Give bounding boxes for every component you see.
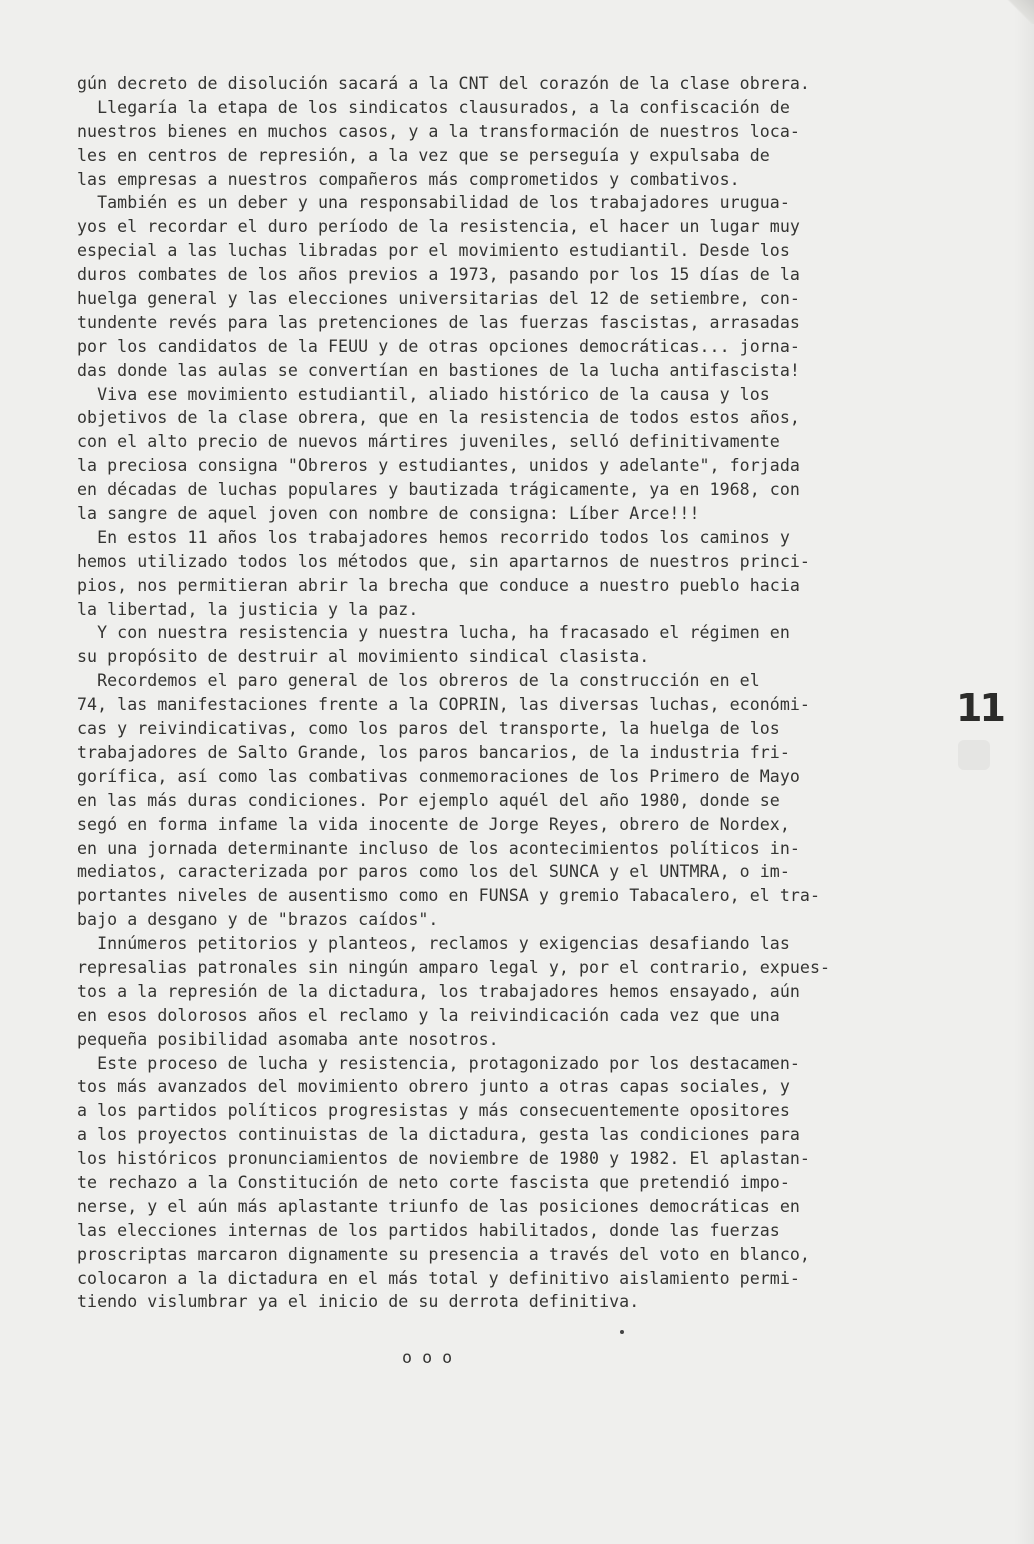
- text-line: en una jornada determinante incluso de los acontecimientos políticos in-: [77, 838, 800, 858]
- text-line: su propósito de destruir al movimiento sindical clasista.: [77, 647, 650, 667]
- text-line: nerse, y el aún más aplastante triunfo de las posiciones democráticas en: [77, 1196, 800, 1216]
- text-line: a los proyectos continuistas de la dictadura, gesta las condiciones para: [77, 1125, 800, 1145]
- text-line: a los partidos políticos progresistas y más consecuentemente opositores: [77, 1101, 790, 1121]
- text-line: portantes niveles de ausentismo como en FUNSA y gremio Tabacalero, el tra-: [77, 886, 820, 906]
- text-line: la libertad, la justicia y la paz.: [77, 599, 419, 619]
- ink-dot: [620, 1330, 624, 1334]
- page-corner: [1004, 0, 1034, 24]
- text-line: Este proceso de lucha y resistencia, protagonizado por los destacamen-: [77, 1053, 800, 1073]
- text-line: represalias patronales sin ningún amparo legal y, por el contrario, expues-: [77, 957, 831, 977]
- text-line: por los candidatos de la FEUU y de otras opciones democráticas... jorna-: [77, 336, 800, 356]
- text-line: duros combates de los años previos a 1973, pasando por los 15 días de la: [77, 265, 800, 285]
- text-line: También es un deber y una responsabilidad de los trabajadores urugua-: [77, 193, 790, 213]
- text-line: les en centros de represión, a la vez que se perseguía y expulsaba de: [77, 145, 770, 165]
- text-line: con el alto precio de nuevos mártires juveniles, selló definitivamente: [77, 432, 780, 452]
- text-line: las empresas a nuestros compañeros más comprometidos y combativos.: [77, 169, 740, 189]
- text-line: especial a las luchas libradas por el movimiento estudiantil. Desde los: [77, 241, 790, 261]
- text-line: Y con nuestra resistencia y nuestra lucha, ha fracasado el régimen en: [77, 623, 790, 643]
- text-line: nuestros bienes en muchos casos, y a la transformación de nuestros loca-: [77, 121, 800, 141]
- text-line: los históricos pronunciamientos de noviembre de 1980 y 1982. El aplastan-: [77, 1149, 810, 1169]
- text-line: las elecciones internas de los partidos habilitados, donde las fuerzas: [77, 1220, 780, 1240]
- text-line: yos el recordar el duro período de la resistencia, el hacer un lugar muy: [77, 217, 800, 237]
- text-line: la sangre de aquel joven con nombre de consigna: Líber Arce!!!: [77, 504, 700, 524]
- text-line: la preciosa consigna "Obreros y estudiantes, unidos y adelante", forjada: [77, 456, 800, 476]
- text-line: En estos 11 años los trabajadores hemos recorrido todos los caminos y: [77, 527, 790, 547]
- page-edge-shadow: [1014, 0, 1034, 1544]
- text-line: pequeña posibilidad asomaba ante nosotros.: [77, 1029, 499, 1049]
- text-line: das donde las aulas se convertían en bastiones de la lucha antifascista!: [77, 360, 800, 380]
- page-number: 11: [956, 686, 1003, 730]
- bleed-through-mark: [958, 740, 990, 770]
- text-line: Recordemos el paro general de los obreros de la construcción en el: [77, 671, 760, 691]
- text-line: Viva ese movimiento estudiantil, aliado histórico de la causa y los: [77, 384, 770, 404]
- text-line: en las más duras condiciones. Por ejemplo aquél del año 1980, donde se: [77, 790, 780, 810]
- text-line: gorífica, así como las combativas conmemoraciones de los Primero de Mayo: [77, 766, 800, 786]
- text-line: Innúmeros petitorios y planteos, reclamos y exigencias desafiando las: [77, 934, 790, 954]
- text-line: bajo a desgano y de "brazos caídos".: [77, 910, 439, 930]
- text-line: objetivos de la clase obrera, que en la resistencia de todos estos años,: [77, 408, 800, 428]
- text-line: mediatos, caracterizada por paros como los del SUNCA y el UNTMRA, o im-: [77, 862, 790, 882]
- text-line: huelga general y las elecciones universitarias del 12 de setiembre, con-: [77, 289, 800, 309]
- text-line: en décadas de luchas populares y bautizada trágicamente, ya en 1968, con: [77, 480, 800, 500]
- text-line: Llegaría la etapa de los sindicatos clausurados, a la confiscación de: [77, 97, 790, 117]
- text-line: tundente revés para las pretenciones de las fuerzas fascistas, arrasadas: [77, 312, 800, 332]
- text-line: cas y reivindicativas, como los paros del transporte, la huelga de los: [77, 719, 780, 739]
- text-line: gún decreto de disolución sacará a la CNT del corazón de la clase obrera.: [77, 74, 810, 93]
- text-line: en esos dolorosos años el reclamo y la reivindicación cada vez que una: [77, 1005, 780, 1025]
- text-line: 74, las manifestaciones frente a la COPRIN, las diversas luchas, económi-: [77, 695, 810, 715]
- text-line: tos más avanzados del movimiento obrero junto a otras capas sociales, y: [77, 1077, 790, 1097]
- text-line: proscriptas marcaron dignamente su presencia a través del voto en blanco,: [77, 1244, 810, 1264]
- section-separator: o o o: [402, 1348, 453, 1368]
- spacer-line: [77, 1314, 957, 1338]
- text-line: pios, nos permitieran abrir la brecha que conduce a nuestro pueblo hacia: [77, 575, 800, 595]
- text-line: tos a la represión de la dictadura, los trabajadores hemos ensayado, aún: [77, 981, 800, 1001]
- text-line: trabajadores de Salto Grande, los paros bancarios, de la industria fri-: [77, 742, 790, 762]
- text-line: tiendo vislumbrar ya el inicio de su derrota definitiva.: [77, 1292, 640, 1312]
- text-line: hemos utilizado todos los métodos que, sin apartarnos de nuestros princi-: [77, 551, 810, 571]
- text-line: segó en forma infame la vida inocente de Jorge Reyes, obrero de Nordex,: [77, 814, 790, 834]
- text-line: te rechazo a la Constitución de neto corte fascista que pretendió impo-: [77, 1172, 790, 1192]
- text-line: colocaron a la dictadura en el más total y definitivo aislamiento permi-: [77, 1268, 800, 1288]
- body-text: [77, 72, 957, 1370]
